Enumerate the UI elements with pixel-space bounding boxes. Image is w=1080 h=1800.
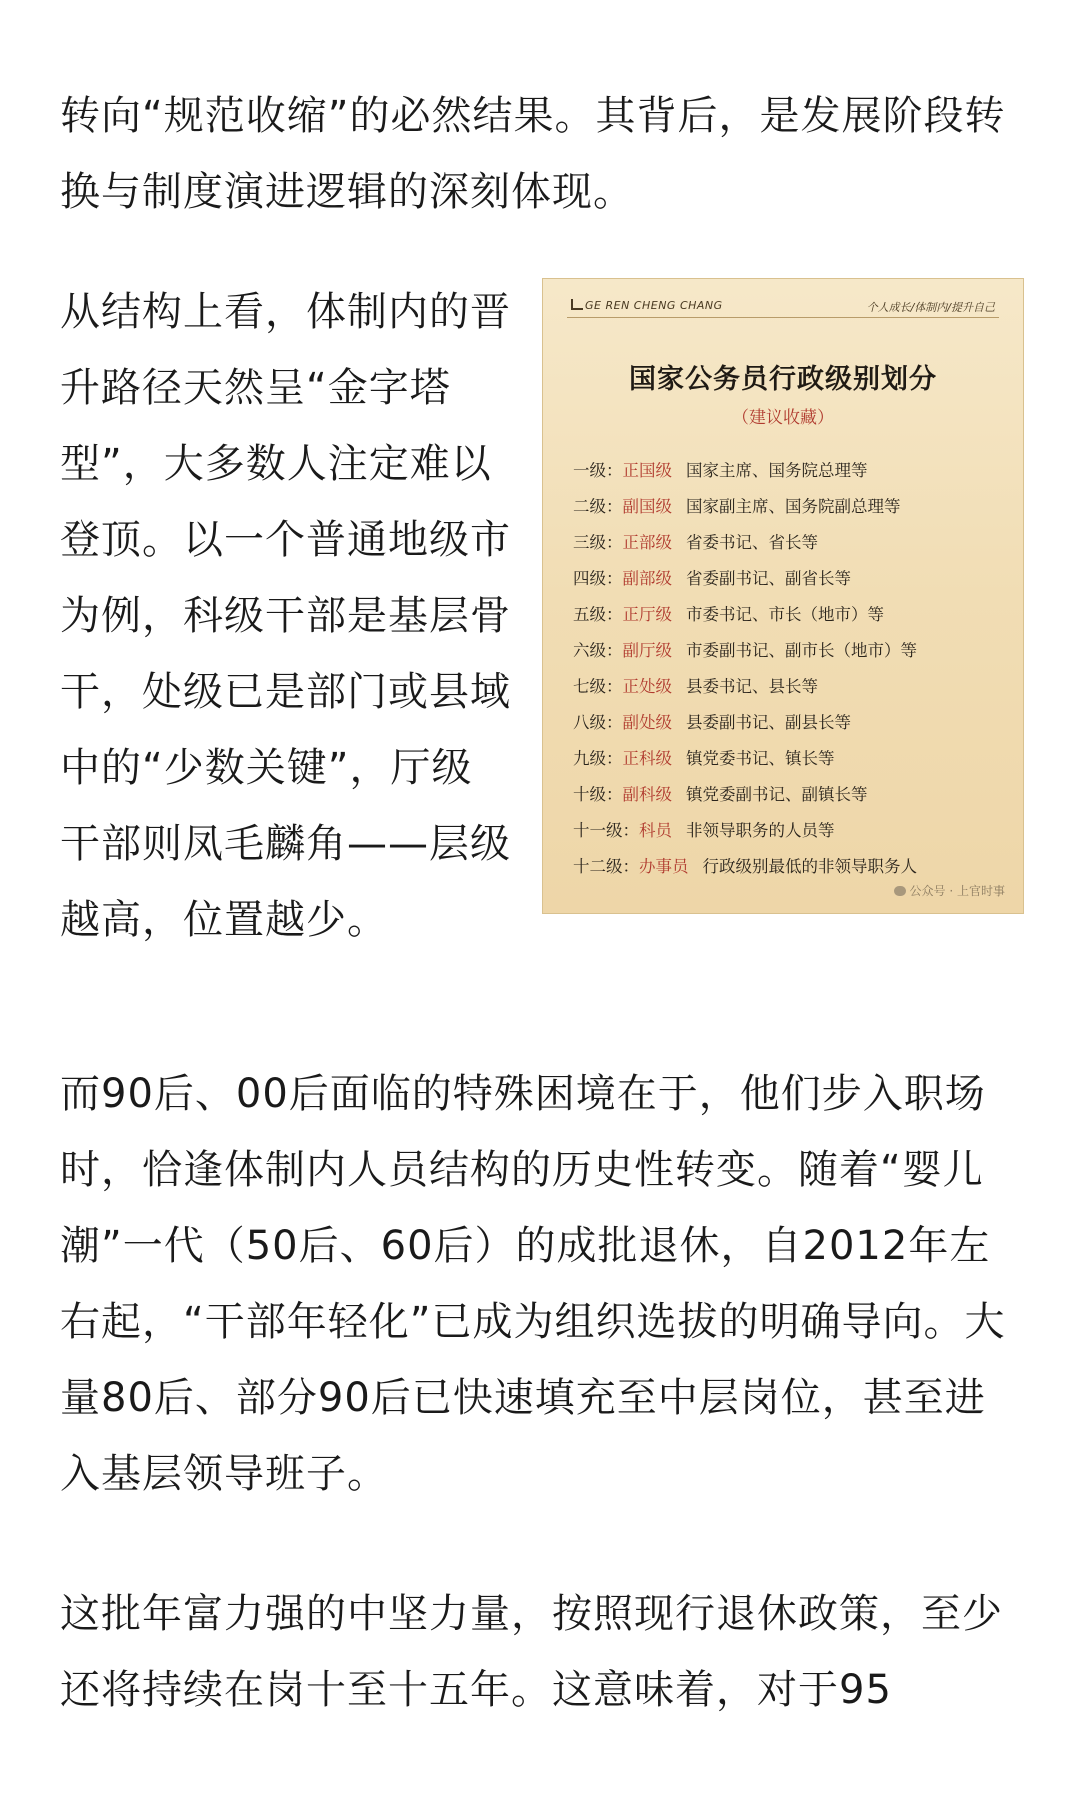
level-row (573, 777, 1013, 813)
level-number: 十二级： (573, 857, 639, 876)
level-description: 省委书记、省长等 (686, 533, 818, 552)
levels-list (573, 453, 1013, 885)
level-number: 六级： (573, 641, 623, 660)
book-icon (571, 299, 583, 310)
level-name: 副厅级 (622, 641, 672, 660)
level-description: 镇党委书记、镇长等 (686, 749, 835, 768)
card-brand-text: GE REN CHENG CHANG (585, 299, 723, 312)
level-name: 副科级 (622, 785, 672, 804)
level-row (573, 453, 1013, 489)
level-name: 副处级 (622, 713, 672, 732)
level-row (573, 741, 1013, 777)
card-title: 国家公务员行政级别划分 (629, 364, 937, 395)
level-description: 行政级别最低的非领导职务人 (702, 857, 917, 876)
card-subtitle: （建议收藏） (732, 408, 834, 428)
level-row (573, 669, 1013, 705)
level-name: 科员 (639, 821, 672, 840)
level-name: 正国级 (622, 461, 672, 480)
level-number: 八级： (573, 713, 623, 732)
level-number: 五级： (573, 605, 623, 624)
card-tagline: 个人成长/体制内/提升自己 (866, 301, 995, 314)
civil-service-levels-image[interactable] (542, 278, 1024, 914)
level-row (573, 633, 1013, 669)
article-paragraph-1: 转向“规范收缩”的必然结果。其背后，是发展阶段转换与制度演进逻辑的深刻体现。 (60, 93, 1006, 215)
card-watermark (894, 882, 1005, 899)
level-row (573, 489, 1013, 525)
level-number: 十级： (573, 785, 623, 804)
level-description: 县委副书记、副县长等 (686, 713, 851, 732)
level-description: 非领导职务的人员等 (686, 821, 835, 840)
level-number: 二级： (573, 497, 623, 516)
card-divider (567, 317, 999, 318)
level-description: 省委副书记、副省长等 (686, 569, 851, 588)
level-name: 正厅级 (622, 605, 672, 624)
level-description: 镇党委副书记、副镇长等 (686, 785, 868, 804)
level-row (573, 849, 1013, 885)
level-row (573, 561, 1013, 597)
level-name: 副部级 (622, 569, 672, 588)
level-description: 市委书记、市长（地市）等 (686, 605, 884, 624)
level-name: 办事员 (639, 857, 689, 876)
level-name: 正科级 (622, 749, 672, 768)
level-number: 三级： (573, 533, 623, 552)
level-description: 国家副主席、国务院副总理等 (686, 497, 901, 516)
level-row (573, 525, 1013, 561)
level-description: 国家主席、国务院总理等 (686, 461, 868, 480)
wechat-icon (894, 886, 906, 896)
level-name: 副国级 (622, 497, 672, 516)
level-description: 县委书记、县长等 (686, 677, 818, 696)
level-row (573, 597, 1013, 633)
level-row (573, 705, 1013, 741)
article-paragraph-3: 而90后、00后面临的特殊困境在于，他们步入职场时，恰逢体制内人员结构的历史性转变。随着“婴儿潮”一代（50后、60后）的成批退休，自2012年左右起，“干部年轻化”已成为组织选拔的明确导向。大量80后、部分90后已快速填充至中层岗位，甚至进入基层领导班子。 (60, 1071, 1006, 1497)
article-paragraph-4: 这批年富力强的中坚力量，按照现行退休政策，至少还将持续在岗十至十五年。这意味着，对于95 (60, 1591, 1003, 1713)
level-number: 四级： (573, 569, 623, 588)
article-paragraph-2: 从结构上看，体制内的晋升路径天然呈“金字塔型”，大多数人注定难以登顶。以一个普通地级市为例，科级干部是基层骨干，处级已是部门或县域中的“少数关键”，厅级干部则凤毛麟角——层级越高，位置越少。 (60, 289, 511, 943)
level-name: 正部级 (622, 533, 672, 552)
level-number: 九级： (573, 749, 623, 768)
card-watermark-text: 公众号 · 上官时事 (909, 884, 1005, 898)
level-name: 正处级 (622, 677, 672, 696)
level-number: 一级： (573, 461, 623, 480)
card-header (543, 279, 1023, 313)
level-number: 七级： (573, 677, 623, 696)
level-number: 十一级： (573, 821, 639, 840)
level-row (573, 813, 1013, 849)
level-description: 市委副书记、副市长（地市）等 (686, 641, 917, 660)
card-brand (571, 299, 723, 312)
